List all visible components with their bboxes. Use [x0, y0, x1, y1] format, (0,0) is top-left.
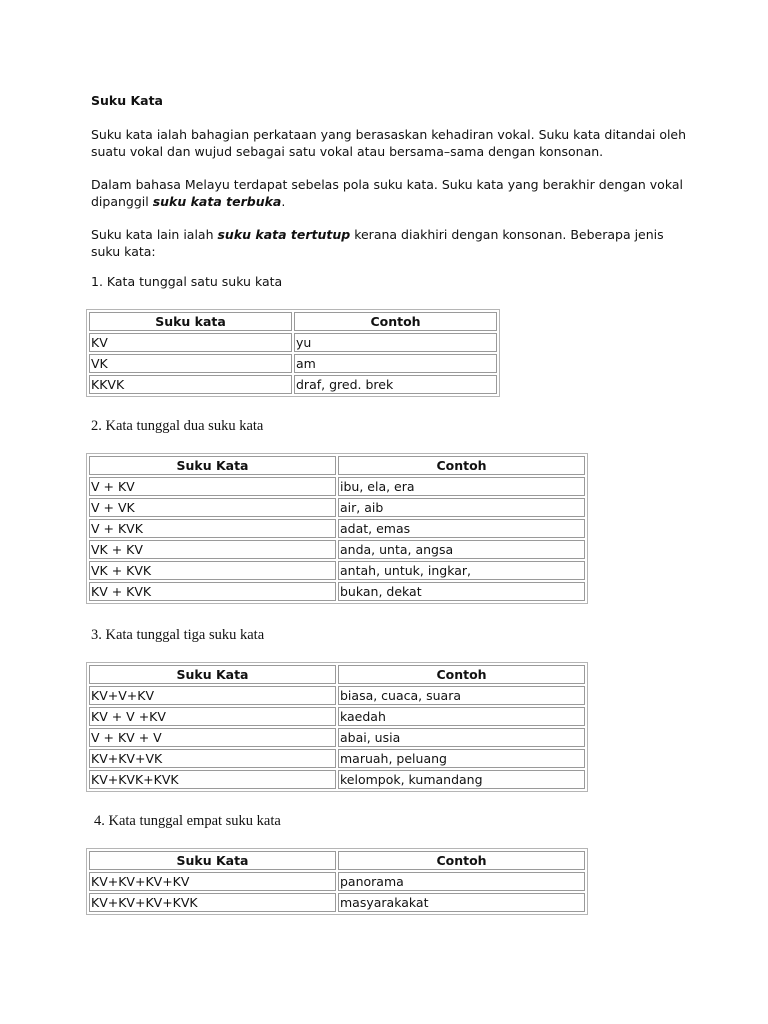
column-header: Contoh — [338, 456, 585, 475]
table-header-row — [89, 312, 497, 331]
example-cell: kaedah — [338, 707, 585, 726]
paragraph-text: kerana diakhiri dengan konsonan. Beberapa jenis suku kata: — [91, 227, 664, 259]
syllable-table — [86, 662, 588, 792]
table-row — [89, 872, 585, 891]
column-header: Contoh — [338, 851, 585, 870]
example-cell: anda, unta, angsa — [338, 540, 585, 559]
table-row — [89, 749, 585, 768]
table-row — [89, 582, 585, 601]
table-row — [89, 375, 497, 394]
pattern-cell: V + VK — [89, 498, 336, 517]
emphasis-term: suku kata terbuka — [152, 194, 282, 209]
table-row — [89, 333, 497, 352]
pattern-cell: KV + V +KV — [89, 707, 336, 726]
table-header-row — [89, 665, 585, 684]
example-cell: draf, gred. brek — [294, 375, 497, 394]
example-cell: ibu, ela, era — [338, 477, 585, 496]
pattern-cell: KV+KV+VK — [89, 749, 336, 768]
table-row — [89, 519, 585, 538]
paragraph-closed-syllable — [91, 226, 691, 260]
pattern-cell: V + KV + V — [89, 728, 336, 747]
example-cell: adat, emas — [338, 519, 585, 538]
pattern-cell: VK + KVK — [89, 561, 336, 580]
paragraph-text: Dalam bahasa Melayu terdapat sebelas pola suku kata. Suku kata yang berakhir dengan vokal dipanggil — [91, 177, 683, 209]
pattern-cell: KV+KVK+KVK — [89, 770, 336, 789]
example-cell: yu — [294, 333, 497, 352]
example-cell: antah, untuk, ingkar, — [338, 561, 585, 580]
paragraph-text: Suku kata lain ialah — [91, 227, 218, 242]
pattern-cell: KV+KV+KV+KV — [89, 872, 336, 891]
syllable-table — [86, 309, 500, 397]
table-row — [89, 561, 585, 580]
pattern-cell: V + KV — [89, 477, 336, 496]
pattern-cell: KKVK — [89, 375, 292, 394]
pattern-cell: KV+V+KV — [89, 686, 336, 705]
example-cell: maruah, peluang — [338, 749, 585, 768]
pattern-cell: KV + KVK — [89, 582, 336, 601]
column-header: Suku Kata — [89, 456, 336, 475]
column-header: Contoh — [294, 312, 497, 331]
example-cell: abai, usia — [338, 728, 585, 747]
column-header: Contoh — [338, 665, 585, 684]
pattern-cell: VK — [89, 354, 292, 373]
section-heading: 4. Kata tunggal empat suku kata — [94, 813, 281, 829]
table-row — [89, 354, 497, 373]
syllable-table — [86, 453, 588, 604]
section-heading: 2. Kata tunggal dua suku kata — [91, 418, 264, 434]
example-cell: masyarakakat — [338, 893, 585, 912]
table-row — [89, 893, 585, 912]
pattern-cell: KV+KV+KV+KVK — [89, 893, 336, 912]
pattern-cell: VK + KV — [89, 540, 336, 559]
paragraph-open-syllable — [91, 176, 691, 210]
section-heading: 3. Kata tunggal tiga suku kata — [91, 627, 265, 643]
section-heading: 1. Kata tunggal satu suku kata — [91, 274, 283, 289]
table-row — [89, 707, 585, 726]
example-cell: kelompok, kumandang — [338, 770, 585, 789]
table-row — [89, 498, 585, 517]
example-cell: panorama — [338, 872, 585, 891]
table-row — [89, 540, 585, 559]
table-row — [89, 770, 585, 789]
table-row — [89, 477, 585, 496]
example-cell: biasa, cuaca, suara — [338, 686, 585, 705]
paragraph-text: . — [281, 194, 286, 209]
paragraph-definition: Suku kata ialah bahagian perkataan yang berasaskan kehadiran vokal. Suku kata ditandai oleh suatu vokal dan wujud sebagai satu vokal atau bersama–sama dengan konsonan. — [91, 127, 687, 159]
pattern-cell: V + KVK — [89, 519, 336, 538]
table-header-row — [89, 851, 585, 870]
table-header-row — [89, 456, 585, 475]
page-title: Suku Kata — [91, 93, 163, 108]
example-cell: am — [294, 354, 497, 373]
column-header: Suku kata — [89, 312, 292, 331]
emphasis-term: suku kata tertutup — [217, 227, 351, 242]
syllable-table — [86, 848, 588, 915]
column-header: Suku Kata — [89, 851, 336, 870]
table-row — [89, 686, 585, 705]
example-cell: bukan, dekat — [338, 582, 585, 601]
pattern-cell: KV — [89, 333, 292, 352]
table-row — [89, 728, 585, 747]
column-header: Suku Kata — [89, 665, 336, 684]
example-cell: air, aib — [338, 498, 585, 517]
